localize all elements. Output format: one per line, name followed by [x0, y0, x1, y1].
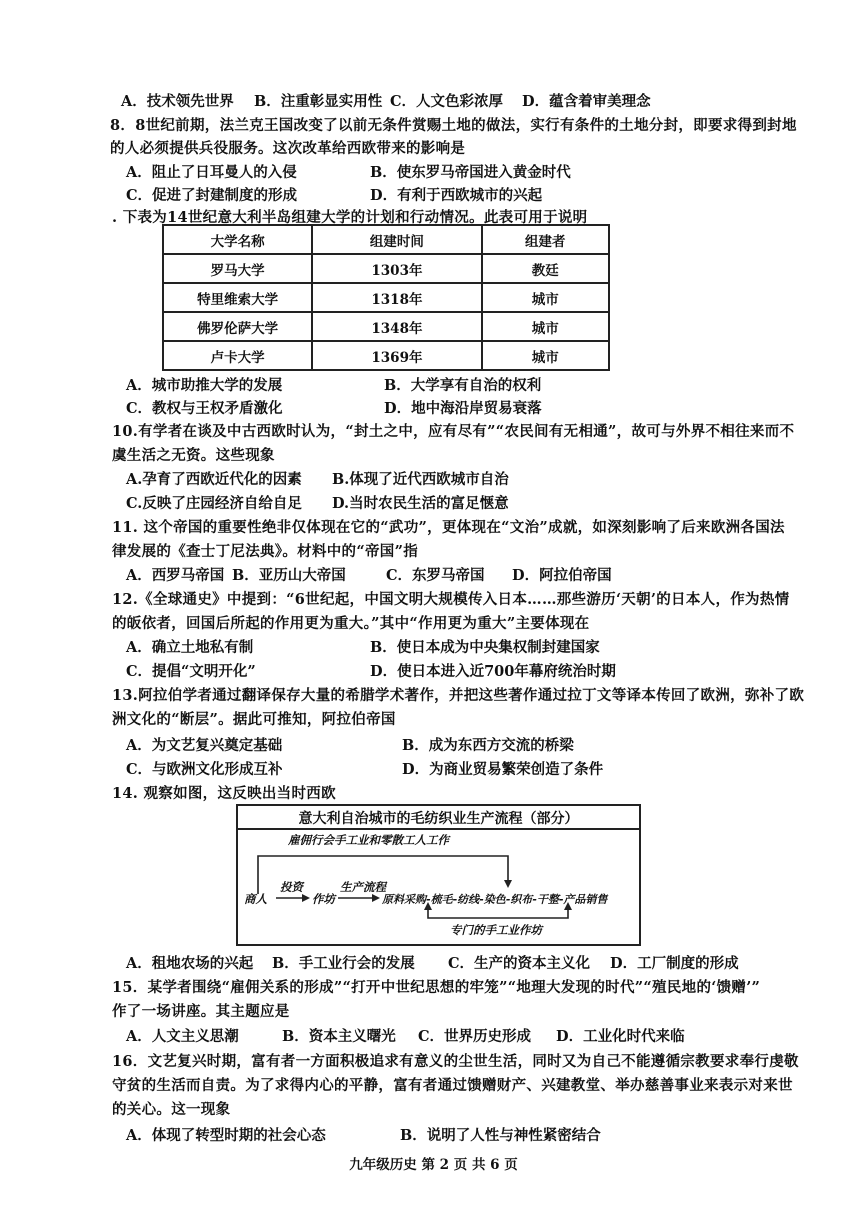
- table-row: [163, 254, 609, 283]
- q8-option-d: D．有利于西欧城市的兴起: [370, 187, 543, 204]
- q9-option-a: A．城市助推大学的发展: [126, 377, 283, 394]
- q10-option-d: D.当时农民生活的富足惬意: [332, 495, 509, 512]
- q10-stem-line2: 虞生活之无资。这些现象: [112, 447, 275, 464]
- q11-stem-line2: 律发展的《查士丁尼法典》。材料中的“帝国”指: [112, 543, 419, 560]
- q16-stem-line3: 的关心。这一现象: [112, 1101, 231, 1118]
- table-header: 组建时间: [312, 225, 481, 254]
- q13-stem-line1: 13.阿拉伯学者通过翻译保存大量的希腊学术著作，并把这些著作通过拉丁文等译本传回了欧洲，弥补了欧: [112, 687, 805, 704]
- q10-option-b: B.体现了近代西欧城市自治: [332, 471, 509, 488]
- diagram-bottom-label: 专门的手工业作坊: [450, 923, 542, 937]
- table-cell: 教廷: [482, 254, 609, 283]
- q15-option-d: D．工业化时代来临: [556, 1028, 685, 1045]
- diagram-workshop: 作坊: [312, 892, 335, 906]
- q14-option-c: C．生产的资本主义化: [448, 955, 591, 972]
- q15-option-c: C．世界历史形成: [418, 1028, 532, 1045]
- diagram-invest-label: 投资: [280, 880, 303, 894]
- diagram-merchant: 商人: [244, 892, 267, 906]
- table-cell: 1318年: [312, 283, 481, 312]
- q7-option-a: A．技术领先世界: [121, 93, 234, 110]
- q12-option-b: B．使日本成为中央集权制封建国家: [370, 639, 600, 656]
- diagram-process-chain: 原料采购-梳毛-纺线-染色-织布-干整-产品销售: [382, 893, 608, 906]
- q11-option-c: C．东罗马帝国: [386, 567, 485, 584]
- table-cell: 1348年: [312, 312, 481, 341]
- q16-stem-line1: 16．文艺复兴时期，富有者一方面积极追求有意义的尘世生活，同时又为自己不能遵循宗教要求奉行虔敬: [112, 1053, 799, 1070]
- table-header: 组建者: [482, 225, 609, 254]
- q12-stem-line2: 的皈依者，回国后所起的作用更为重大。”其中“作用更为重大”主要体现在: [112, 615, 590, 632]
- q9-stem: . 下表为14世纪意大利半岛组建大学的计划和行动情况。此表可用于说明: [112, 209, 588, 226]
- table-cell: 1369年: [312, 341, 481, 370]
- q14-option-a: A．租地农场的兴起: [126, 955, 254, 972]
- q8-option-a: A．阻止了日耳曼人的入侵: [126, 164, 297, 181]
- q13-option-b: B．成为东西方交流的桥梁: [402, 737, 574, 754]
- q12-option-a: A．确立土地私有制: [126, 639, 254, 656]
- table-cell: 卢卡大学: [163, 341, 312, 370]
- q10-stem-line1: 10.有学者在谈及中古西欧时认为，“封土之中，应有尽有”“农民间有无相通”，故可与外界不相往来而不: [112, 423, 795, 440]
- q10-option-a: A.孕育了西欧近代化的因素: [126, 471, 302, 488]
- diagram-title: 意大利自治城市的毛纺织业生产流程（部分）: [298, 811, 579, 827]
- table-row: [163, 341, 609, 370]
- q13-option-d: D．为商业贸易繁荣创造了条件: [402, 761, 604, 778]
- table-header-row: [163, 225, 609, 254]
- table-cell: 罗马大学: [163, 254, 312, 283]
- q15-stem-line2: 作了一场讲座。其主题应是: [112, 1003, 290, 1020]
- q11-stem-line1: 11. 这个帝国的重要性绝非仅体现在它的“武功”，更体现在“文治”成就，如深刻影响了后来欧洲各国法: [112, 519, 785, 536]
- page-footer: 九年级历史 第 2 页 共 6 页: [349, 1157, 518, 1173]
- diagram-production-label: 生产流程: [340, 880, 386, 894]
- q13-stem-line2: 洲文化的“断层”。据此可推知，阿拉伯帝国: [112, 711, 396, 728]
- q7-option-b: B．注重彰显实用性: [254, 93, 383, 110]
- q10-option-c: C.反映了庄园经济自给自足: [126, 495, 302, 512]
- table-row: [163, 283, 609, 312]
- q11-option-d: D．阿拉伯帝国: [512, 567, 612, 584]
- q8-option-b: B．使东罗马帝国进入黄金时代: [370, 164, 571, 181]
- q15-option-b: B．资本主义曙光: [282, 1028, 396, 1045]
- q9-option-b: B．大学享有自治的权利: [384, 377, 542, 394]
- q7-option-c: C．人文色彩浓厚: [390, 93, 504, 110]
- q11-option-b: B．亚历山大帝国: [232, 567, 346, 584]
- q13-option-a: A．为文艺复兴奠定基础: [126, 737, 283, 754]
- q16-option-b: B．说明了人性与神性紧密结合: [400, 1127, 601, 1144]
- table-header: 大学名称: [163, 225, 312, 254]
- q13-option-c: C．与欧洲文化形成互补: [126, 761, 283, 778]
- q12-option-d: D．使日本进入近700年幕府统治时期: [370, 663, 616, 680]
- table-cell: 城市: [482, 283, 609, 312]
- q14-option-d: D．工厂制度的形成: [610, 955, 739, 972]
- university-table: [162, 224, 610, 371]
- q9-option-c: C．教权与王权矛盾激化: [126, 400, 283, 417]
- q8-option-c: C．促进了封建制度的形成: [126, 187, 298, 204]
- diagram-top-label: 雇佣行会手工业和零散工人工作: [288, 833, 449, 847]
- q12-option-c: C．提倡“文明开化”: [126, 663, 256, 680]
- q8-stem-line2: 的人必须提供兵役服务。这次改革给西欧带来的影响是: [110, 140, 466, 157]
- table-cell: 佛罗伦萨大学: [163, 312, 312, 341]
- diagram-arrows: [238, 806, 639, 944]
- table-cell: 1303年: [312, 254, 481, 283]
- q16-stem-line2: 守贫的生活而自责。为了求得内心的平静，富有者通过馈赠财产、兴建教堂、举办慈善事业来表示对来世: [112, 1077, 793, 1094]
- q7-option-d: D．蕴含着审美理念: [522, 93, 651, 110]
- q12-stem-line1: 12.《全球通史》中提到：“6世纪起，中国文明大规模传入日本……那些游历‘天朝’的日本人，作为热情: [112, 591, 790, 608]
- table-cell: 特里维索大学: [163, 283, 312, 312]
- q8-stem-line1: 8．8世纪前期，法兰克王国改变了以前无条件赏赐土地的做法，实行有条件的土地分封，即要求得到封地: [110, 117, 797, 134]
- q9-option-d: D．地中海沿岸贸易衰落: [384, 400, 542, 417]
- production-flow-diagram: [236, 804, 641, 946]
- q15-option-a: A．人文主义思潮: [126, 1028, 239, 1045]
- q16-option-a: A．体现了转型时期的社会心态: [126, 1127, 326, 1144]
- table-row: [163, 312, 609, 341]
- q14-option-b: B．手工业行会的发展: [272, 955, 415, 972]
- q15-stem-line1: 15．某学者围绕“雇佣关系的形成”“打开中世纪思想的牢笼”“地理大发现的时代”“殖民地的‘馈赠’”: [112, 979, 761, 996]
- table-cell: 城市: [482, 341, 609, 370]
- q14-stem: 14. 观察如图，这反映出当时西欧: [112, 785, 336, 802]
- table-cell: 城市: [482, 312, 609, 341]
- q11-option-a: A．西罗马帝国: [126, 567, 225, 584]
